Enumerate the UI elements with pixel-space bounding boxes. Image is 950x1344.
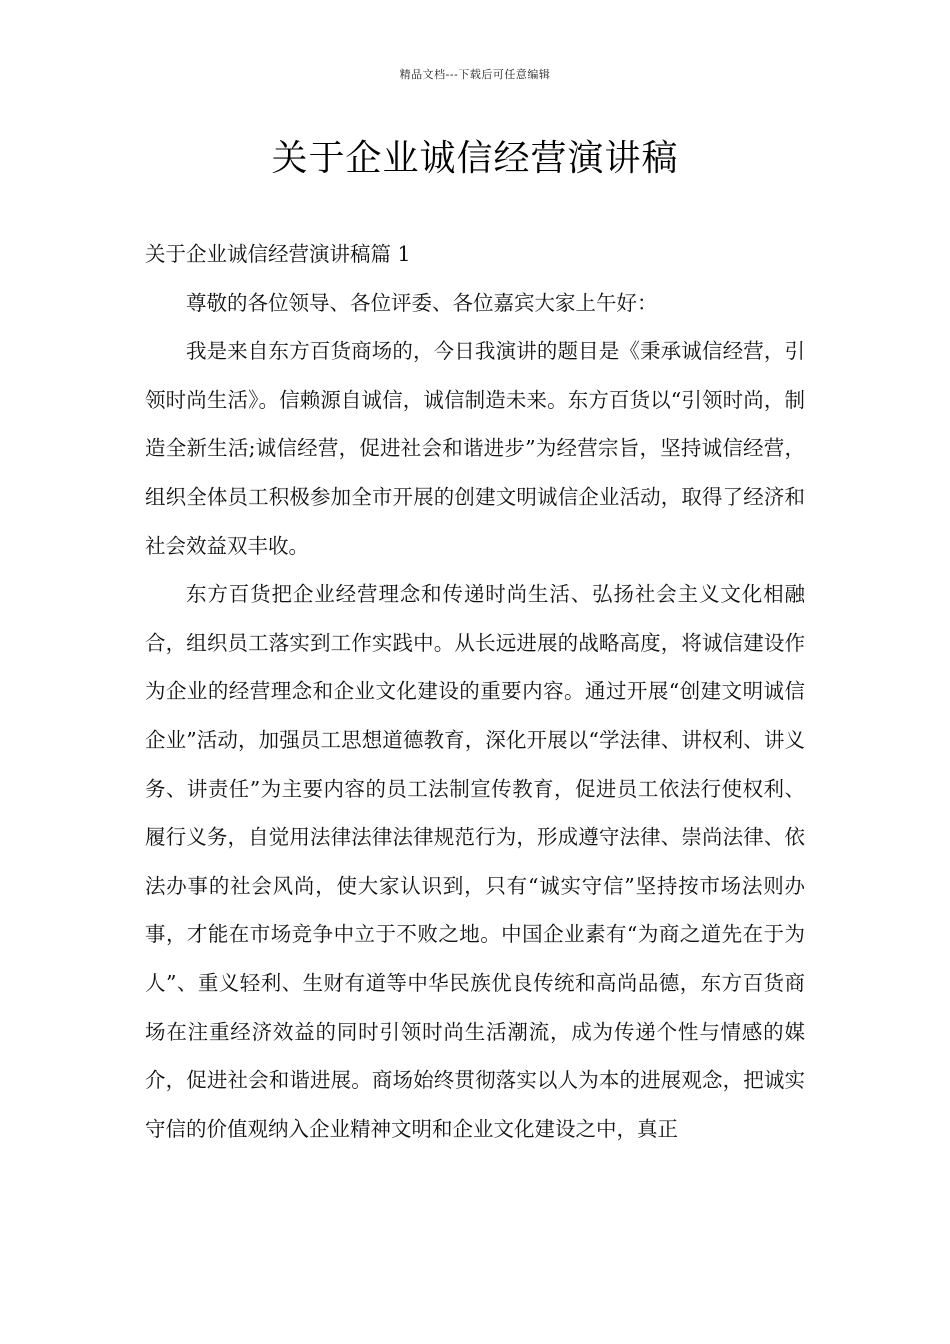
- document-title: 关于企业诚信经营演讲稿: [271, 138, 679, 179]
- document-body: [145, 230, 805, 1153]
- paragraph-greeting: 尊敬的各位领导、各位评委、各位嘉宾大家上午好：: [186, 290, 658, 315]
- section-subtitle: 关于企业诚信经营演讲稿篇 1: [145, 242, 411, 266]
- paragraph-body: 东方百货把企业经营理念和传递时尚生活、弘扬社会主义文化相融合，组织员工落实到工作实践中。从长远进展的战略高度，将诚信建设作为企业的经营理念和企业文化建设的重要内容。通过开展“创建文明诚信企业”活动，加强员工思想道德教育，深化开展以“学法律、讲权利、讲义务、讲责任”为主要内容的员工法制宣传教育，促进员工依法行使权利、履行义务，自觉用法律法律法律规范行为，形成遵守法律、崇尚法律、依法办事的社会风尚，使大家认识到，只有“诚实守信”坚持按市场法则办事，才能在市场竞争中立于不败之地。中国企业素有“为商之道先在于为人”、重义轻利、生财有道等中华民族优良传统和高尚品德，东方百货商场在注重经济效益的同时引领时尚生活潮流，成为传递个性与情感的媒介，促进社会和谐进展。商场始终贯彻落实以人为本的进展观念，把诚实守信的价值观纳入企业精神文明和企业文化建设之中，真正: [145, 582, 805, 1141]
- paragraph-intro: 我是来自东方百货商场的，今日我演讲的题目是《秉承诚信经营，引领时尚生活》。信赖源自诚信，诚信制造未来。东方百货以“引领时尚，制造全新生活;诚信经营，促进社会和谐进步”为经营宗旨，坚持诚信经营，组织全体员工积极参加全市开展的创建文明诚信企业活动，取得了经济和社会效益双丰收。: [145, 339, 805, 558]
- header-note: 精品文档---下载后可任意编辑: [399, 68, 551, 81]
